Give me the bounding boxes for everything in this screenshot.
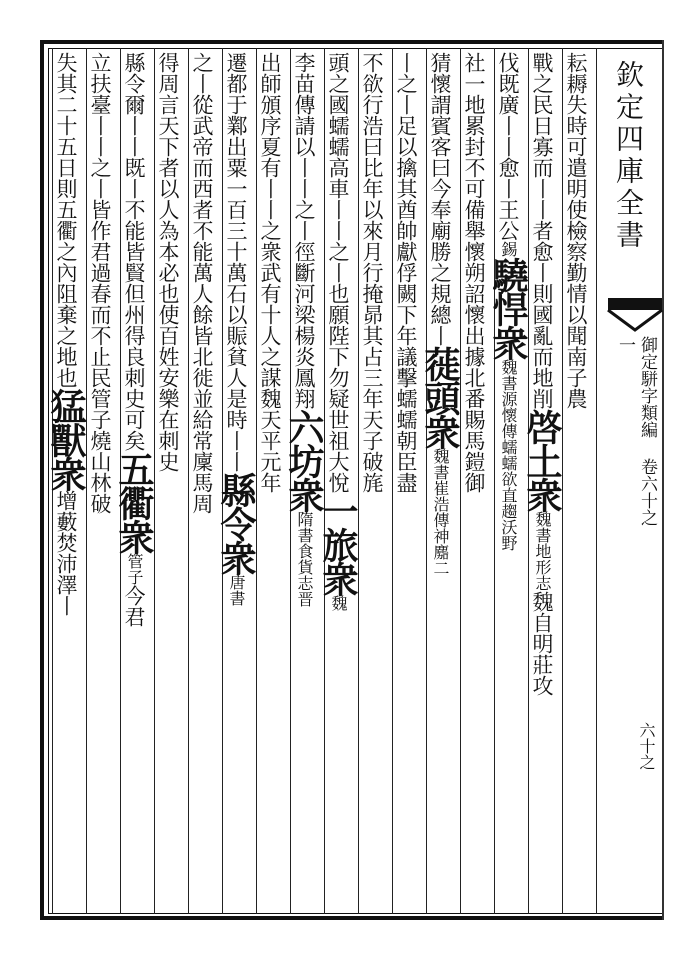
text-run: 戰之民日寡而	[530, 52, 554, 178]
text-run: 社一地累封不可備舉	[462, 52, 486, 241]
citation-note: 魏書源懷傳蠕蠕欲直趨沃野	[499, 359, 518, 551]
text-run: 魏天平元年	[258, 388, 282, 493]
citation-note: 魏書崔浩傳神䴥二	[431, 448, 450, 576]
text-run: 失其二十五日則五衢之內阻棄之地也	[54, 52, 78, 388]
text-column	[462, 52, 492, 912]
text-column	[394, 52, 424, 912]
column-rule	[596, 48, 597, 914]
text-column	[487, 52, 529, 912]
text-run: 之	[190, 52, 214, 73]
headword: 驍悍衆	[487, 257, 529, 359]
text-run: 丨	[292, 220, 316, 241]
text-run: 從武帝而西者不能萬人餘皆北徙並給常廩	[190, 94, 214, 472]
text-run: 皆作君過春而不止民	[88, 199, 112, 388]
text-run: 也願陛下勿疑世祖大悅	[326, 283, 350, 493]
text-run: 丨丨	[224, 430, 248, 472]
text-column	[156, 52, 186, 912]
citation-note: 魏	[329, 595, 348, 611]
text-run: 猜懷謂賓客曰今奉廟勝之規總	[428, 52, 452, 325]
headword: 一旅衆	[317, 493, 359, 595]
text-column	[88, 52, 118, 912]
text-run: 徑斷河梁楊炎鳳翔	[292, 241, 316, 409]
headword: 啓土衆	[521, 409, 563, 511]
headword: 縣令衆	[215, 472, 257, 574]
text-run: 懷朔詔懷出據北番賜馬鎧御	[462, 241, 486, 493]
text-column	[258, 52, 288, 912]
text-run: 丨	[122, 178, 146, 199]
volume-subtitle: 御定駢字類編 卷六十之一	[615, 336, 657, 526]
citation-note: 魏書地形志	[533, 511, 552, 591]
headword: 蓰頭衆	[419, 346, 461, 448]
text-run: 出師頒序夏有	[258, 52, 282, 178]
text-run: 立扶臺	[88, 52, 112, 115]
text-run: 魏自明莊攻	[530, 591, 554, 696]
text-run: 丨丨	[326, 199, 350, 241]
text-run: 丨丨	[258, 178, 282, 220]
citation-note: 唐書	[227, 574, 246, 606]
text-column	[419, 52, 461, 912]
text-run: 縣令爾	[122, 52, 146, 115]
citation-note: 管子	[125, 553, 144, 585]
text-run: 丨之	[394, 52, 418, 94]
text-run: 則國亂而地削	[530, 283, 554, 409]
text-run: 伐既廣	[496, 52, 520, 115]
text-run: 今君	[122, 585, 146, 627]
text-run: 增藪焚沛澤	[54, 490, 78, 595]
citation-note: 隋書食貨志	[295, 511, 314, 591]
text-run: 遷都于鄴出粟一百三十萬石以賑貧人是時	[224, 52, 248, 430]
text-run: 既	[122, 157, 146, 178]
headword: 猛獸衆	[45, 388, 87, 490]
text-run: 丨	[190, 73, 214, 94]
headword: 六坊衆	[283, 409, 325, 511]
text-run: 丨	[54, 595, 78, 616]
citation-note: 晋	[295, 591, 314, 607]
text-run: 足以擒其酋帥獻俘闕下	[394, 115, 418, 325]
text-run: 丨丨	[496, 115, 520, 157]
text-run: 丨丨	[88, 115, 112, 157]
citation-note: 錫	[499, 241, 518, 257]
text-run: 丨丨	[122, 115, 146, 157]
text-column	[564, 52, 594, 912]
text-run: 丨	[394, 94, 418, 115]
text-run: 丨	[496, 178, 520, 199]
text-column	[317, 52, 359, 912]
text-run: 馬周	[190, 472, 214, 514]
text-run: 丨	[428, 325, 452, 346]
text-run: 年議擊蠕蠕朝臣盡	[394, 325, 418, 493]
text-run: 李苗傳請以	[292, 52, 316, 157]
text-column	[521, 52, 563, 912]
page-number: 六十之	[637, 722, 656, 770]
text-run: 頭之國蠕蠕高車	[326, 52, 350, 199]
headword: 五衢衆	[113, 451, 155, 553]
text-column	[113, 52, 155, 912]
text-run: 管子燒山林破	[88, 388, 112, 514]
text-run: 之	[88, 157, 112, 178]
text-run: 者愈	[530, 220, 554, 262]
text-run: 不欲行浩曰比年以來月行掩昴其占三年天子破旄	[360, 52, 384, 493]
book-title: 欽定四庫全書	[612, 60, 645, 252]
text-column	[360, 52, 390, 912]
text-run: 王公	[496, 199, 520, 241]
scan-edge	[662, 40, 664, 920]
fish-tail-ornament	[606, 296, 664, 332]
text-run: 耘耨失時可遣明使檢察勤情以聞	[564, 52, 588, 346]
text-run: 之	[326, 241, 350, 262]
text-run: 愈	[496, 157, 520, 178]
text-run: 得周言天下者以人為本必也使百姓安樂在刺史	[156, 52, 180, 472]
text-run: 丨丨	[292, 157, 316, 199]
text-run: 丨丨	[530, 178, 554, 220]
text-run: 丨	[530, 262, 554, 283]
text-run: 之	[292, 199, 316, 220]
text-column	[45, 52, 87, 912]
text-run: 丨	[88, 178, 112, 199]
text-column	[283, 52, 325, 912]
text-run: 南子農	[564, 346, 588, 409]
text-column	[190, 52, 220, 912]
text-run: 丨	[326, 262, 350, 283]
text-column	[215, 52, 257, 912]
text-run: 不能皆賢但州得良刺史可矣	[122, 199, 146, 451]
text-run: 之衆武有十人之謀	[258, 220, 282, 388]
